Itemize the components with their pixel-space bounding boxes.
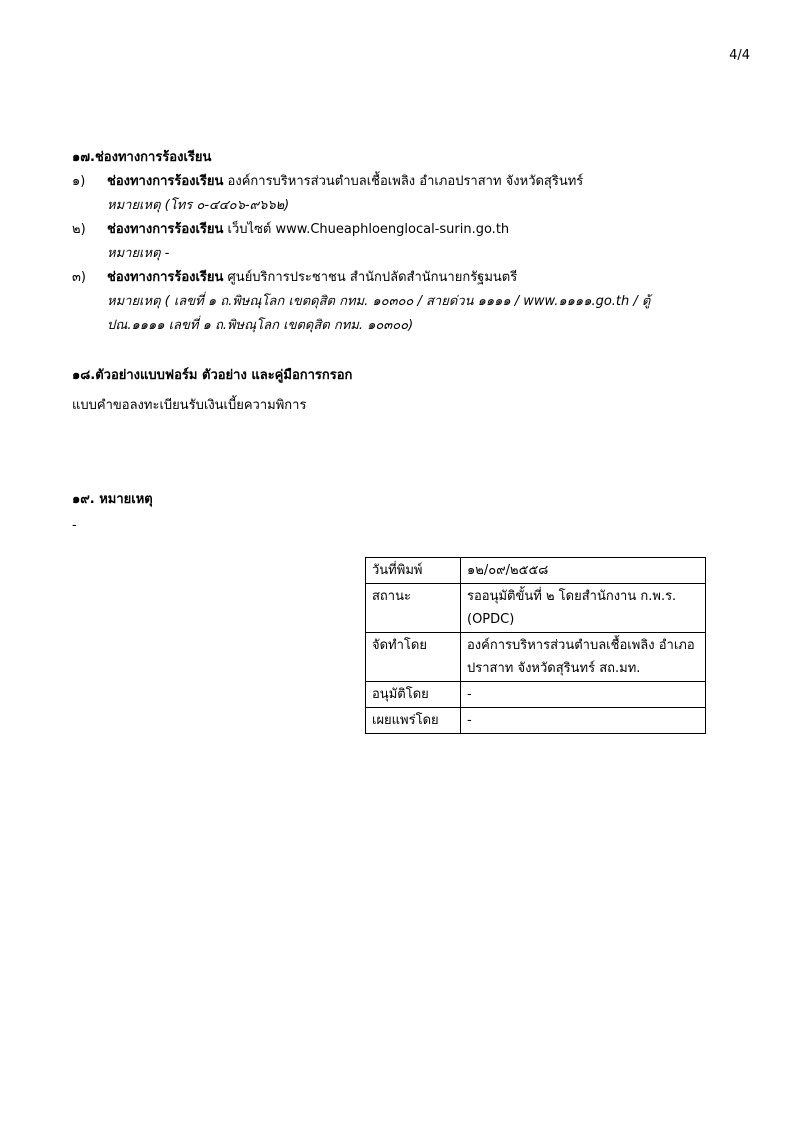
section18-heading: ๑๘.ตัวอย่างแบบฟอร์ม ตัวอย่าง และคู่มือการกรอก (72, 368, 353, 383)
item-note: หมายเหตุ ( เลขที่ ๑ ถ.พิษณุโลก เขตดุสิต กทม. ๑๐๓๐๐ / สายด่วน ๑๑๑๑ / www.๑๑๑๑.go.th / ตู้ (107, 294, 651, 309)
item-number: ๓) (72, 270, 86, 285)
row-value: - (461, 708, 706, 734)
section-remarks (72, 488, 752, 538)
row-key: สถานะ (366, 584, 461, 633)
table-row (366, 584, 706, 633)
item-label: ช่องทางการร้องเรียน (107, 174, 224, 189)
row-value: - (461, 682, 706, 708)
row-key: เผยแพร่โดย (366, 708, 461, 734)
section-complaint-channels (72, 146, 752, 338)
item-number: ๒) (72, 222, 86, 237)
item-note: หมายเหตุ (โทร ๐-๔๔๐๖-๙๖๖๒) (107, 198, 290, 213)
complaint-channel-3 (72, 266, 752, 290)
table-row (366, 633, 706, 682)
item-text: องค์การบริหารส่วนตำบลเชื้อเพลิง อำเภอปราสาท จังหวัดสุรินทร์ (223, 174, 584, 189)
item-note: หมายเหตุ - (107, 246, 170, 261)
document-info-table (365, 557, 706, 734)
item-number: ๑) (72, 174, 86, 189)
item-text: เว็บไซต์ www.Chueaphloenglocal-surin.go.th (223, 222, 510, 237)
table-row (366, 682, 706, 708)
item-text: ศูนย์บริการประชาชน สำนักปลัดสำนักนายกรัฐมนตรี (223, 270, 518, 285)
row-key: วันที่พิมพ์ (366, 558, 461, 584)
item-label: ช่องทางการร้องเรียน (107, 270, 224, 285)
section17-heading: ๑๗.ช่องทางการร้องเรียน (72, 150, 212, 165)
complaint-channel-2 (72, 218, 752, 242)
section18-text: แบบคำขอลงทะเบียนรับเงินเบี้ยความพิการ (72, 398, 307, 413)
section-forms (72, 364, 752, 418)
row-value: ๑๒/๐๙/๒๕๕๘ (461, 558, 706, 584)
item-note-continued: ปณ.๑๑๑๑ เลขที่ ๑ ถ.พิษณุโลก เขตดุสิต กทม. ๑๐๓๐๐) (107, 318, 414, 333)
page-number: 4/4 (729, 48, 750, 63)
section19-text: - (72, 518, 77, 533)
row-key: อนุมัติโดย (366, 682, 461, 708)
row-value: องค์การบริหารส่วนตำบลเชื้อเพลิง อำเภอปราสาท จังหวัดสุรินทร์ สถ.มท. (461, 633, 706, 682)
table-row (366, 558, 706, 584)
complaint-channel-1 (72, 170, 752, 194)
table-row (366, 708, 706, 734)
row-key: จัดทำโดย (366, 633, 461, 682)
row-value: รออนุมัติขั้นที่ ๒ โดยสำนักงาน ก.พ.ร. (OPDC) (461, 584, 706, 633)
section19-heading: ๑๙. หมายเหตุ (72, 492, 153, 507)
item-label: ช่องทางการร้องเรียน (107, 222, 224, 237)
